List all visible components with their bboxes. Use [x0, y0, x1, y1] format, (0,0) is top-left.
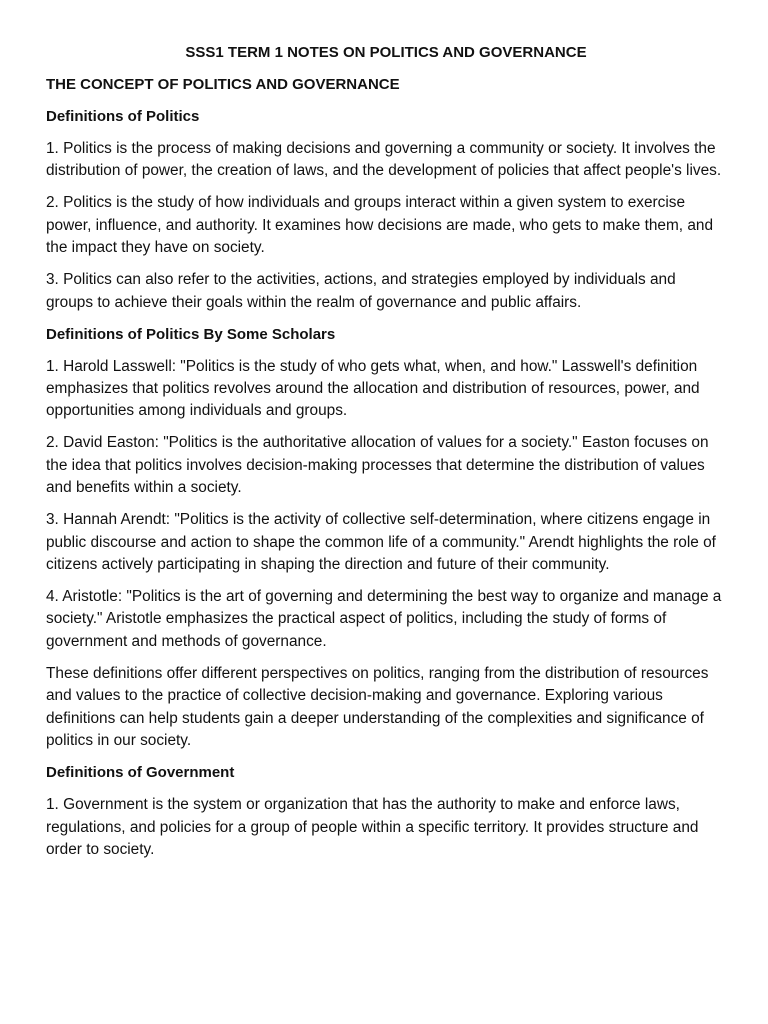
scholar-definition-easton: 2. David Easton: "Politics is the authoritative allocation of values for a society." Easton focuses on the idea that politics involves decision-making processes that determine the distribution of values and benefits within a society.: [46, 434, 709, 497]
politics-definition-3: 3. Politics can also refer to the activities, actions, and strategies employed by individuals and groups to achieve their goals within the realm of governance and public affairs.: [46, 271, 676, 311]
politics-definition-1: 1. Politics is the process of making decisions and governing a community or society. It involves the distribution of power, the creation of laws, and the development of policies that affect people's lives.: [46, 140, 722, 180]
document-page: [46, 42, 726, 871]
scholar-definition-aristotle: 4. Aristotle: "Politics is the art of governing and determining the best way to organize and manage a society." Aristotle emphasizes the practical aspect of politics, including the study of forms of government and methods of governance.: [46, 588, 722, 650]
scholars-summary: These definitions offer different perspectives on politics, ranging from the distribution of resources and values to the practice of collective decision-making and governance. Exploring various definitions can help students gain a deeper understanding of the complexities and significance of politics in our society.: [46, 664, 709, 750]
politics-definitions-heading: Definitions of Politics: [46, 108, 200, 125]
politics-definition-2: 2. Politics is the study of how individuals and groups interact within a given system to exercise power, influence, and authority. It examines how decisions are made, who gets to make them, and the impact they have on society.: [46, 194, 714, 257]
scholar-definition-arendt: 3. Hannah Arendt: "Politics is the activity of collective self-determination, where citizens engage in public discourse and action to shape the common life of a community." Arendt highlights the role of citizens actively participating in shaping the direction and future of their community.: [46, 511, 716, 574]
scholars-heading: Definitions of Politics By Some Scholars: [46, 325, 336, 343]
concept-heading: THE CONCEPT OF POLITICS AND GOVERNANCE: [46, 76, 400, 93]
government-definitions-heading: Definitions of Government: [46, 764, 235, 782]
government-definition-1: 1. Government is the system or organization that has the authority to make and enforce laws, regulations, and policies for a group of people within a specific territory. It provides structure and order to society.: [46, 796, 699, 858]
scholar-definition-lasswell: 1. Harold Lasswell: "Politics is the study of who gets what, when, and how." Lasswell's definition emphasizes that politics revolves around the allocation and distribution of resources, power, and opportunities among individuals and groups.: [46, 357, 700, 420]
document-title: SSS1 TERM 1 NOTES ON POLITICS AND GOVERNANCE: [185, 44, 587, 61]
